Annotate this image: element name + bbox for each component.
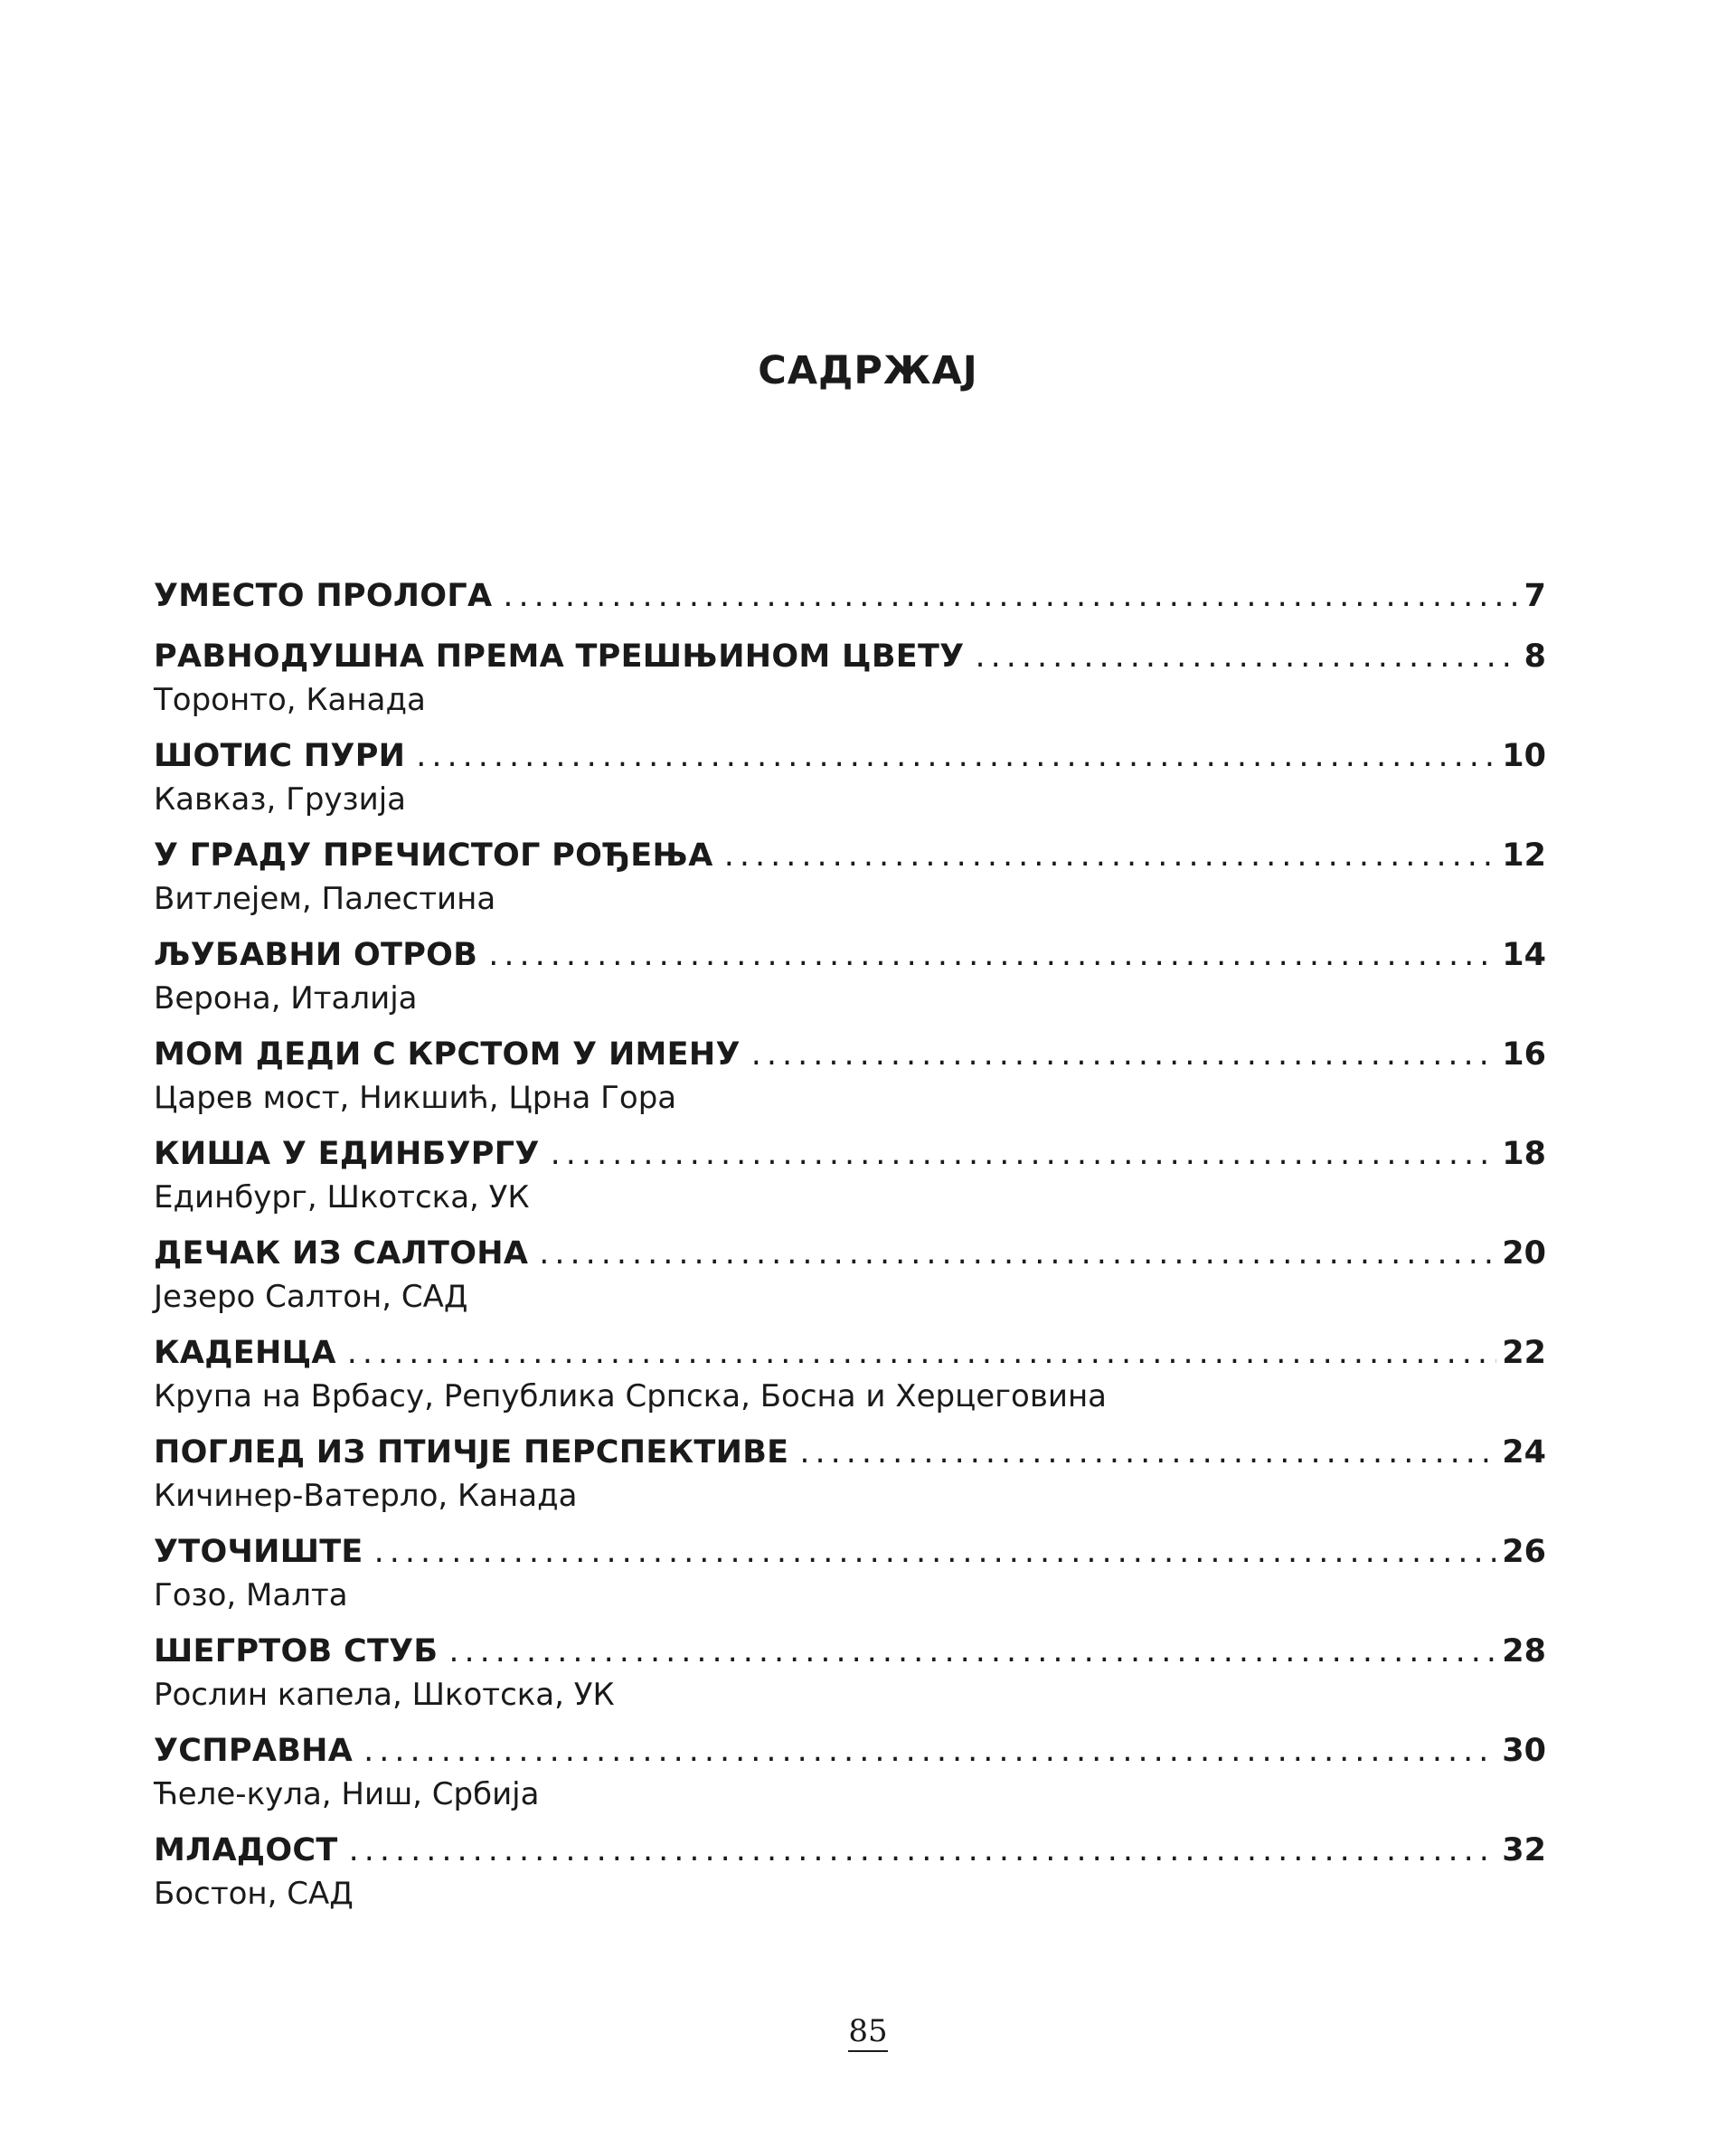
dot-leader	[751, 1030, 1497, 1080]
toc-entry	[154, 1428, 1546, 1527]
dot-leader	[488, 931, 1496, 980]
toc-entry-page: 22	[1502, 1335, 1546, 1371]
toc-entry-location: Витлејем, Палестина	[154, 881, 496, 917]
toc-entry-title: МЛАДОСТ	[154, 1832, 338, 1868]
toc-entry-title: УТОЧИШТЕ	[154, 1534, 363, 1570]
dot-leader	[374, 1527, 1497, 1577]
toc-entry-line	[154, 632, 1546, 682]
toc-entry-title: ЉУБАВНИ ОТРОВ	[154, 937, 478, 973]
toc-entry-page: 20	[1502, 1235, 1546, 1272]
toc-entry	[154, 572, 1546, 632]
toc-entry-page: 18	[1502, 1136, 1546, 1172]
toc-entry-line	[154, 1527, 1546, 1577]
toc-entry-page: 12	[1502, 837, 1546, 874]
toc-entry	[154, 632, 1546, 732]
spacer	[154, 621, 1546, 632]
page-title: САДРЖАЈ	[758, 348, 978, 393]
toc-entry	[154, 1826, 1546, 1925]
toc-entry-title: У ГРАДУ ПРЕЧИСТОГ РОЂЕЊА	[154, 837, 713, 874]
dot-leader	[551, 1130, 1497, 1179]
toc-entry-title: ПОГЛЕД ИЗ ПТИЧЈЕ ПЕРСПЕКТИВЕ	[154, 1434, 789, 1471]
toc-entry-location: Рослин капела, Шкотска, УК	[154, 1677, 615, 1713]
dot-leader	[975, 632, 1518, 682]
toc-entry	[154, 1130, 1546, 1229]
toc-entry-location: Верона, Италија	[154, 980, 418, 1017]
toc-entry-line	[154, 1428, 1546, 1478]
toc-entry-line	[154, 1130, 1546, 1179]
toc-entry-title: ШЕГРТОВ СТУБ	[154, 1633, 439, 1669]
toc-entry-page: 16	[1502, 1036, 1546, 1073]
toc-entry-location: Гозо, Малта	[154, 1577, 348, 1613]
toc-entry	[154, 931, 1546, 1030]
toc-entry-location: Торонто, Канада	[154, 682, 426, 718]
dot-leader	[799, 1428, 1496, 1478]
toc-entry-page: 14	[1502, 937, 1546, 973]
toc-entry-line	[154, 572, 1546, 621]
toc-entry-line	[154, 1229, 1546, 1279]
toc-entry-line	[154, 1030, 1546, 1080]
toc-entry-page: 32	[1502, 1832, 1546, 1868]
toc-entry-title: ДЕЧАК ИЗ САЛТОНА	[154, 1235, 529, 1272]
toc-entry-location: Крупа на Врбасу, Република Српска, Босна и Херцеговина	[154, 1378, 1108, 1414]
dot-leader	[448, 1627, 1496, 1677]
toc-entry-location: Кичинер-Ватерло, Канада	[154, 1478, 578, 1514]
dot-leader	[539, 1229, 1496, 1279]
toc-entry-title: ШОТИС ПУРИ	[154, 738, 406, 774]
dot-leader	[349, 1826, 1497, 1876]
toc-entry	[154, 1030, 1546, 1130]
toc-entry	[154, 732, 1546, 831]
toc-entry-line	[154, 1726, 1546, 1776]
dot-leader	[363, 1726, 1496, 1776]
toc-entry	[154, 1329, 1546, 1428]
dot-leader	[724, 831, 1497, 881]
toc-entry-title: КИША У ЕДИНБУРГУ	[154, 1136, 540, 1172]
toc-entry-line	[154, 1826, 1546, 1876]
toc-entry-location: Царев мост, Никшић, Црна Гора	[154, 1080, 677, 1116]
toc-entry	[154, 1229, 1546, 1329]
toc-entry-line	[154, 1627, 1546, 1677]
page-number-text: 85	[848, 2013, 887, 2052]
toc-entry-line	[154, 1329, 1546, 1378]
toc-entry-line	[154, 732, 1546, 781]
toc-entry-page: 7	[1524, 578, 1546, 614]
toc-entry	[154, 1527, 1546, 1627]
toc-entry-title: УМЕСТО ПРОЛОГА	[154, 578, 493, 614]
toc-entry-line	[154, 931, 1546, 980]
toc-entry-page: 10	[1502, 738, 1546, 774]
toc-entry-line	[154, 831, 1546, 881]
toc-entry	[154, 831, 1546, 931]
toc-entry-title: МОМ ДЕДИ С КРСТОМ У ИМЕНУ	[154, 1036, 741, 1073]
dot-leader	[503, 572, 1518, 621]
toc-entry-title: РАВНОДУШНА ПРЕМА ТРЕШЊИНОМ ЦВЕТУ	[154, 638, 965, 675]
page-number	[0, 2013, 1736, 2049]
toc-entry-page: 30	[1502, 1733, 1546, 1769]
toc-entry-location: Ћеле-кула, Ниш, Србија	[154, 1776, 540, 1812]
toc-entry-location: Единбург, Шкотска, УК	[154, 1179, 530, 1215]
table-of-contents	[154, 572, 1546, 1925]
toc-entry-page: 8	[1524, 638, 1546, 675]
toc-entry-location: Језеро Салтон, САД	[154, 1279, 468, 1315]
toc-entry-page: 28	[1502, 1633, 1546, 1669]
toc-entry-location: Бостон, САД	[154, 1876, 354, 1912]
toc-entry-page: 26	[1502, 1534, 1546, 1570]
toc-entry-title: УСПРАВНА	[154, 1733, 354, 1769]
toc-entry	[154, 1726, 1546, 1826]
dot-leader	[416, 732, 1496, 781]
toc-entry	[154, 1627, 1546, 1726]
toc-entry-location: Кавказ, Грузија	[154, 781, 406, 818]
toc-entry-title: КАДЕНЦА	[154, 1335, 336, 1371]
dot-leader	[347, 1329, 1497, 1378]
toc-entry-page: 24	[1502, 1434, 1546, 1471]
